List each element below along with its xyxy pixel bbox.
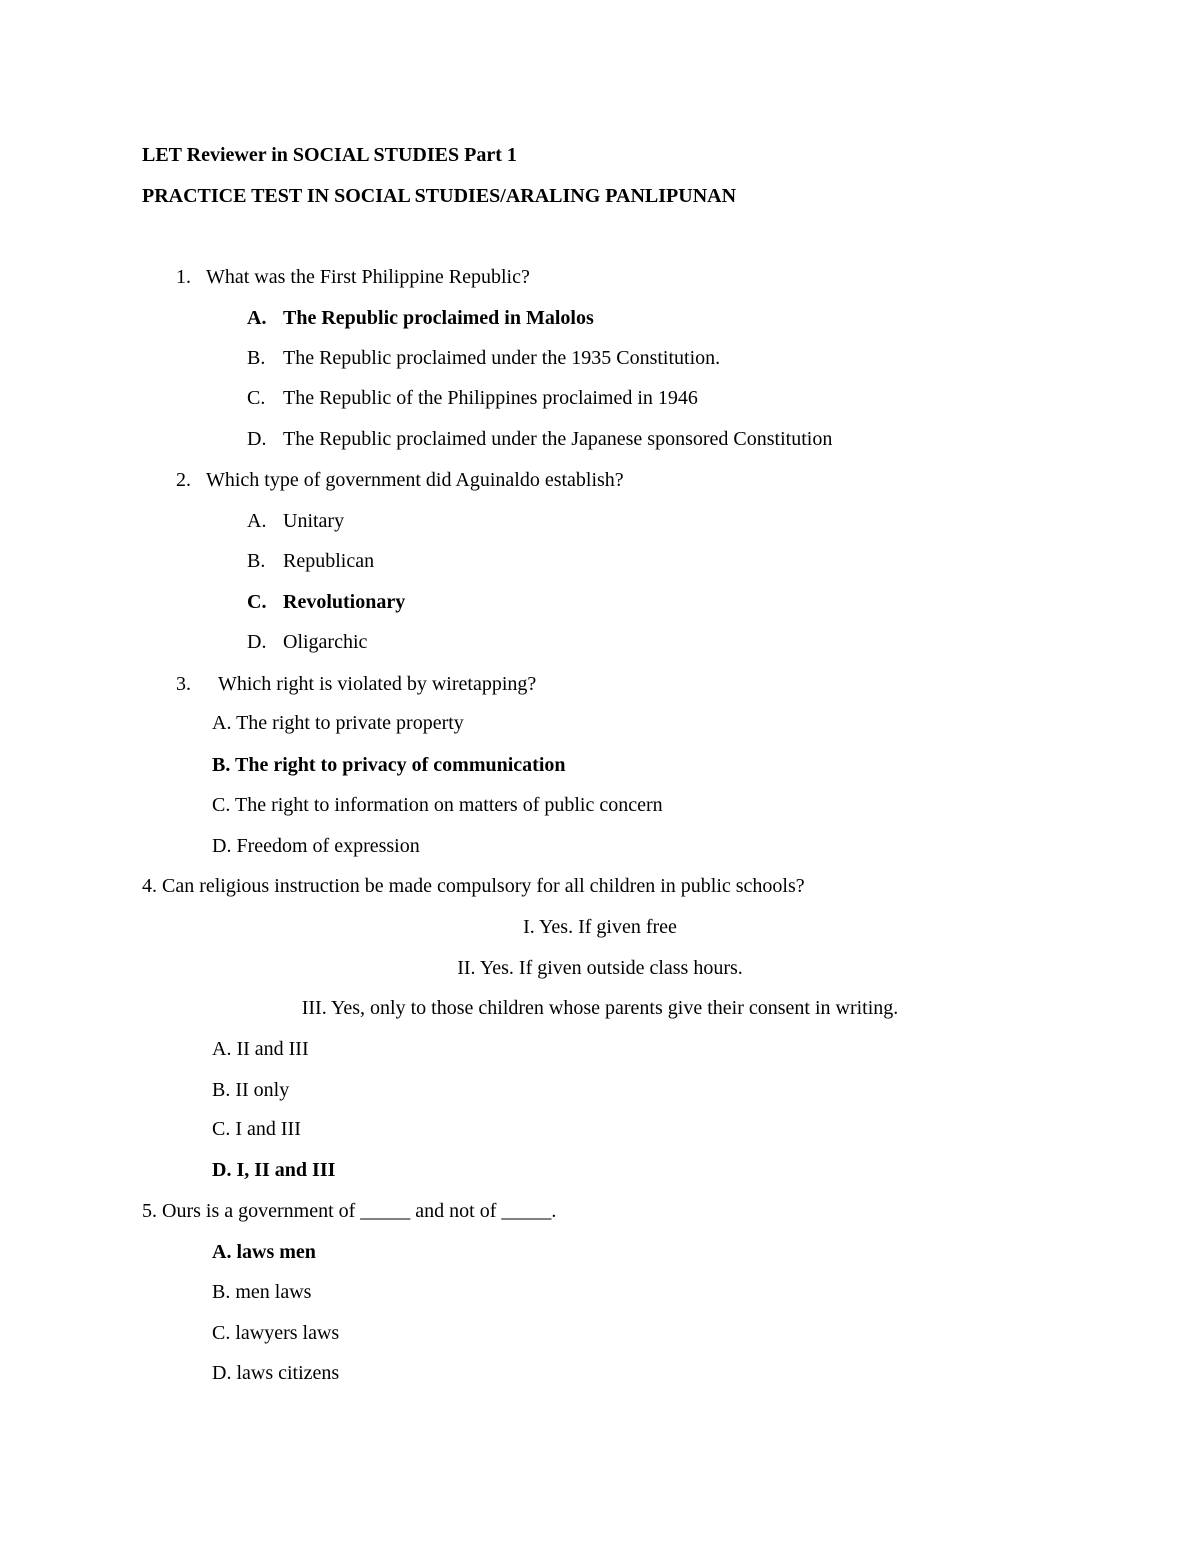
option-text: Revolutionary xyxy=(283,591,406,613)
document-subtitle: PRACTICE TEST IN SOCIAL STUDIES/ARALING PANLIPUNAN xyxy=(142,185,737,207)
question-5-option-d: D. laws citizens xyxy=(212,1362,340,1384)
question-3-option-d: D. Freedom of expression xyxy=(212,835,420,857)
question-2-option-b xyxy=(247,549,374,573)
question-4-option-d: D. I, II and III xyxy=(212,1159,336,1181)
document-title: LET Reviewer in SOCIAL STUDIES Part 1 xyxy=(142,144,517,166)
option-text: The Republic proclaimed in Malolos xyxy=(283,307,594,329)
question-3-text: Which right is violated by wiretapping? xyxy=(218,673,537,695)
question-4-statement-1: I. Yes. If given free xyxy=(523,916,677,938)
option-text: The Republic of the Philippines proclaimed in 1946 xyxy=(283,387,698,409)
question-1-option-b xyxy=(247,346,720,370)
question-4-text: 4. Can religious instruction be made compulsory for all children in public schools? xyxy=(142,875,805,897)
option-letter: A. xyxy=(247,510,267,532)
option-letter: B. xyxy=(247,347,266,369)
option-text: The Republic proclaimed under the Japanese sponsored Constitution xyxy=(283,428,833,450)
question-2-number: 2. xyxy=(176,469,191,491)
question-2-option-d xyxy=(247,630,367,654)
question-4-option-c: C. I and III xyxy=(212,1118,301,1140)
question-1-option-c xyxy=(247,386,698,410)
question-2-option-c xyxy=(247,590,405,614)
question-5-option-c: C. lawyers laws xyxy=(212,1322,340,1344)
question-3-option-a: A. The right to private property xyxy=(212,712,464,734)
question-4-option-a: A. II and III xyxy=(212,1038,309,1060)
question-3-option-b: B. The right to privacy of communication xyxy=(212,754,566,776)
question-3-number: 3. xyxy=(176,673,191,695)
question-1-number: 1. xyxy=(176,266,191,288)
option-letter: D. xyxy=(247,631,267,653)
option-text: The Republic proclaimed under the 1935 Constitution. xyxy=(283,347,721,369)
question-1-option-a xyxy=(247,306,594,330)
option-letter: C. xyxy=(247,591,267,613)
option-text: Unitary xyxy=(283,510,345,532)
option-text: Oligarchic xyxy=(283,631,368,653)
question-3 xyxy=(176,672,536,696)
question-2-text: Which type of government did Aguinaldo establish? xyxy=(206,469,624,491)
option-letter: B. xyxy=(247,550,266,572)
question-4-statement-2: II. Yes. If given outside class hours. xyxy=(457,957,743,979)
option-text: Republican xyxy=(283,550,375,572)
question-1 xyxy=(176,265,530,289)
question-2 xyxy=(176,468,624,492)
option-letter: D. xyxy=(247,428,267,450)
question-4-option-b: B. II only xyxy=(212,1079,290,1101)
question-4-statement-3: III. Yes, only to those children whose parents give their consent in writing. xyxy=(301,997,899,1019)
question-5-option-b: B. men laws xyxy=(212,1281,312,1303)
question-1-option-d xyxy=(247,427,832,451)
question-3-option-c: C. The right to information on matters of public concern xyxy=(212,794,663,816)
question-5-option-a: A. laws men xyxy=(212,1241,316,1263)
question-1-text: What was the First Philippine Republic? xyxy=(206,266,530,288)
option-letter: C. xyxy=(247,387,266,409)
question-5-text: 5. Ours is a government of _____ and not of _____. xyxy=(142,1200,557,1222)
option-letter: A. xyxy=(247,307,267,329)
question-2-option-a xyxy=(247,509,344,533)
